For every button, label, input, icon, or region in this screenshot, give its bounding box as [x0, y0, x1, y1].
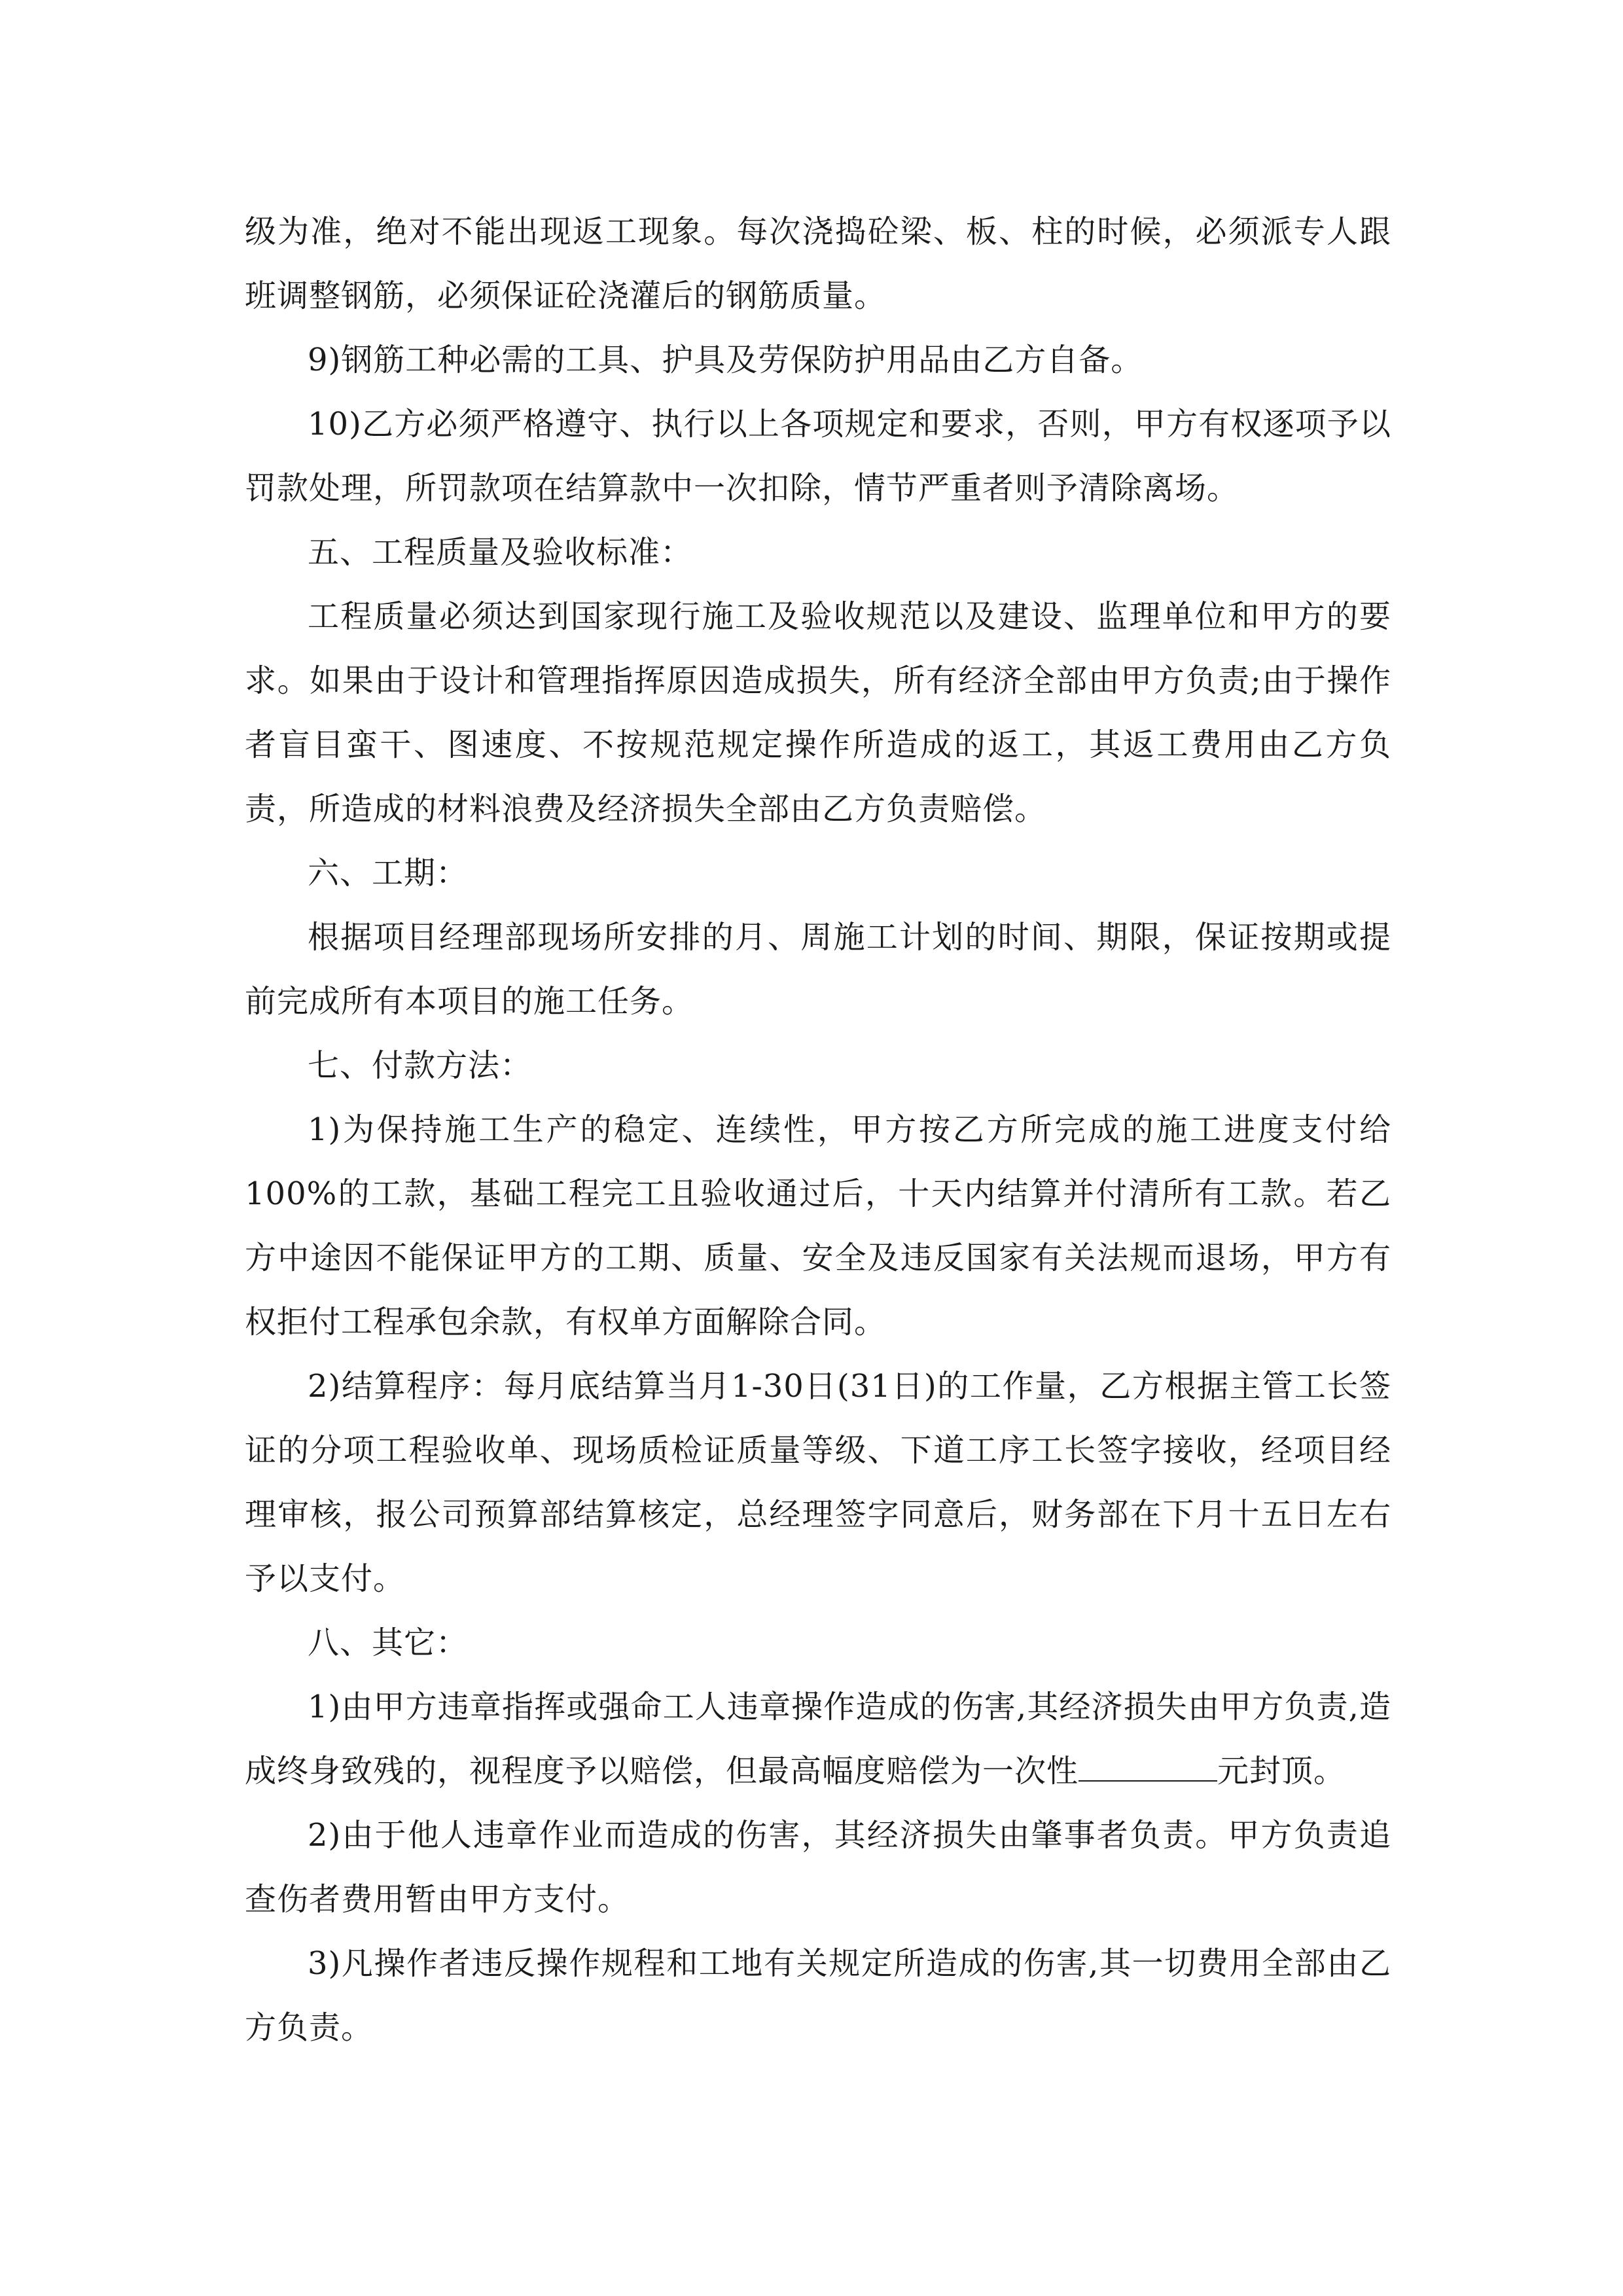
paragraph-item-9: 9)钢筋工种必需的工具、护具及劳保防护用品由乙方自备。 [308, 342, 1143, 378]
document-body [245, 200, 1391, 2060]
section-heading-5: 五、工程质量及验收标准： [308, 534, 693, 571]
paragraph-other-2: 2)由于他人违章作业而造成的伤害，其经济损失由肇事者负责。甲方负责追查伤者费用暂由甲方支付。 [245, 1817, 1391, 1918]
paragraph-payment-2: 2)结算程序：每月底结算当月1-30日(31日)的工作量，乙方根据主管工长签证的分项工程验收单、现场质检证质量等级、下道工序工长签字接收，经项目经理审核，报公司预算部结算核定，总经理签字同意后，财务部在下月十五日左右予以支付。 [245, 1368, 1391, 1597]
paragraph-payment-1: 1)为保持施工生产的稳定、连续性，甲方按乙方所完成的施工进度支付给100%的工款，基础工程完工且验收通过后，十天内结算并付清所有工款。若乙方中途因不能保证甲方的工期、质量、安全及违反国家有关法规而退场，甲方有权拒付工程承包余款，有权单方面解除合同。 [245, 1111, 1391, 1340]
section-heading-8: 八、其它： [308, 1624, 469, 1661]
amount-blank-field [1079, 1754, 1217, 1782]
paragraph-other-1-text: 1)由甲方违章指挥或强命工人违章操作造成的伤害,其经济损失由甲方负责,造成终身致残的，视程度予以赔偿，但最高幅度赔偿为一次性 [245, 1689, 1391, 1789]
paragraph-item-10: 10)乙方必须严格遵守、执行以上各项规定和要求，否则，甲方有权逐项予以罚款处理，所罚款项在结算款中一次扣除，情节严重者则予清除离场。 [245, 406, 1391, 507]
paragraph-other-3: 3)凡操作者违反操作规程和工地有关规定所造成的伤害,其一切费用全部由乙方负责。 [245, 1945, 1391, 2046]
section-heading-6: 六、工期： [308, 855, 469, 891]
paragraph-continuation: 级为准，绝对不能出现返工现象。每次浇捣砼梁、板、柱的时候，必须派专人跟班调整钢筋，必须保证砼浇灌后的钢筋质量。 [245, 213, 1391, 314]
paragraph-quality: 工程质量必须达到国家现行施工及验收规范以及建设、监理单位和甲方的要求。如果由于设计和管理指挥原因造成损失，所有经济全部由甲方负责;由于操作者盲目蛮干、图速度、不按规范规定操作所造成的返工，其返工费用由乙方负责，所造成的材料浪费及经济损失全部由乙方负责赔偿。 [245, 598, 1391, 827]
paragraph-other-1-suffix: 元封顶。 [1217, 1753, 1346, 1789]
paragraph-schedule: 根据项目经理部现场所安排的月、周施工计划的时间、期限，保证按期或提前完成所有本项目的施工任务。 [245, 919, 1391, 1020]
section-heading-7: 七、付款方法： [308, 1047, 533, 1084]
paragraph-other-1 [245, 1675, 1391, 1803]
